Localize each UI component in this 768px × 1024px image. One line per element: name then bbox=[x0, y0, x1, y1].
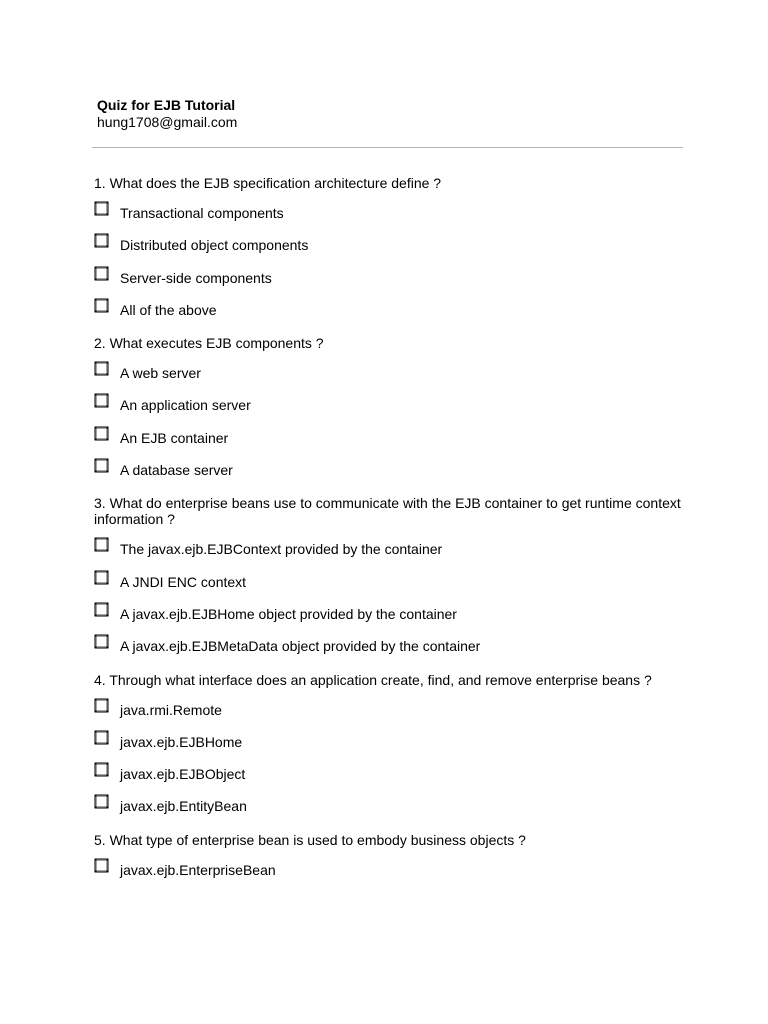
option-label: Server-side components bbox=[120, 269, 272, 286]
option-label: A JNDI ENC context bbox=[120, 573, 247, 590]
answer-option[interactable] bbox=[94, 392, 694, 424]
question-text: 5. What type of enterprise bean is used to embody business objects ? bbox=[94, 831, 526, 848]
question-text: 4. Through what interface does an application create, find, and remove enterprise beans ? bbox=[94, 671, 652, 688]
radio-button-icon[interactable] bbox=[94, 762, 109, 777]
option-label: Distributed object components bbox=[120, 237, 309, 254]
answer-option[interactable] bbox=[94, 297, 694, 329]
option-label: javax.ejb.EnterpriseBean bbox=[120, 861, 276, 878]
radio-button-icon[interactable] bbox=[94, 266, 109, 281]
option-label: javax.ejb.EJBHome bbox=[120, 733, 243, 750]
answer-option[interactable] bbox=[94, 729, 694, 761]
question-text: 2. What executes EJB components ? bbox=[94, 335, 324, 352]
question-text: 3. What do enterprise beans use to communicate with the EJB container to get runtime context information ? bbox=[94, 495, 681, 528]
radio-button-icon[interactable] bbox=[94, 570, 109, 585]
option-label: javax.ejb.EntityBean bbox=[120, 798, 247, 815]
answer-option[interactable] bbox=[94, 232, 694, 264]
option-label: All of the above bbox=[120, 301, 217, 318]
option-label: An application server bbox=[120, 397, 251, 414]
option-label: The javax.ejb.EJBContext provided by the container bbox=[120, 541, 443, 558]
radio-button-icon[interactable] bbox=[94, 730, 109, 745]
question-3 bbox=[94, 495, 694, 671]
option-label: A web server bbox=[120, 365, 201, 382]
quiz-title: Quiz for EJB Tutorial bbox=[97, 97, 236, 113]
answer-option[interactable] bbox=[94, 633, 694, 665]
radio-button-icon[interactable] bbox=[94, 698, 109, 713]
option-label: java.rmi.Remote bbox=[120, 701, 222, 718]
question-spacer bbox=[94, 889, 694, 895]
quiz-header bbox=[97, 97, 237, 131]
option-label: javax.ejb.EJBObject bbox=[120, 766, 246, 783]
question-list bbox=[94, 175, 694, 895]
answer-option[interactable] bbox=[94, 536, 694, 568]
answer-option[interactable] bbox=[94, 569, 694, 601]
radio-button-icon[interactable] bbox=[94, 426, 109, 441]
option-label: A database server bbox=[120, 462, 233, 479]
answer-option[interactable] bbox=[94, 200, 694, 232]
radio-button-icon[interactable] bbox=[94, 233, 109, 248]
answer-option[interactable] bbox=[94, 793, 694, 825]
answer-option[interactable] bbox=[94, 457, 694, 489]
answer-option[interactable] bbox=[94, 697, 694, 729]
header-divider bbox=[92, 147, 683, 148]
radio-button-icon[interactable] bbox=[94, 361, 109, 376]
answer-option[interactable] bbox=[94, 265, 694, 297]
answer-option[interactable] bbox=[94, 601, 694, 633]
author-email: hung1708@gmail.com bbox=[97, 114, 238, 130]
radio-button-icon[interactable] bbox=[94, 794, 109, 809]
radio-button-icon[interactable] bbox=[94, 537, 109, 552]
answer-option[interactable] bbox=[94, 761, 694, 793]
question-5 bbox=[94, 832, 694, 895]
option-label: Transactional components bbox=[120, 205, 284, 221]
radio-button-icon[interactable] bbox=[94, 858, 109, 873]
answer-option[interactable] bbox=[94, 857, 694, 889]
option-label: A javax.ejb.EJBMetaData object provided by the container bbox=[120, 638, 481, 655]
option-label: A javax.ejb.EJBHome object provided by the container bbox=[120, 605, 457, 622]
question-2 bbox=[94, 335, 694, 495]
radio-button-icon[interactable] bbox=[94, 602, 109, 617]
radio-button-icon[interactable] bbox=[94, 458, 109, 473]
radio-button-icon[interactable] bbox=[94, 393, 109, 408]
option-label: An EJB container bbox=[120, 429, 229, 446]
radio-button-icon[interactable] bbox=[94, 201, 109, 216]
question-text: 1. What does the EJB specification architecture define ? bbox=[94, 175, 442, 191]
radio-button-icon[interactable] bbox=[94, 298, 109, 313]
question-1 bbox=[94, 175, 694, 335]
answer-option[interactable] bbox=[94, 425, 694, 457]
answer-option[interactable] bbox=[94, 360, 694, 392]
radio-button-icon[interactable] bbox=[94, 634, 109, 649]
question-4 bbox=[94, 672, 694, 832]
